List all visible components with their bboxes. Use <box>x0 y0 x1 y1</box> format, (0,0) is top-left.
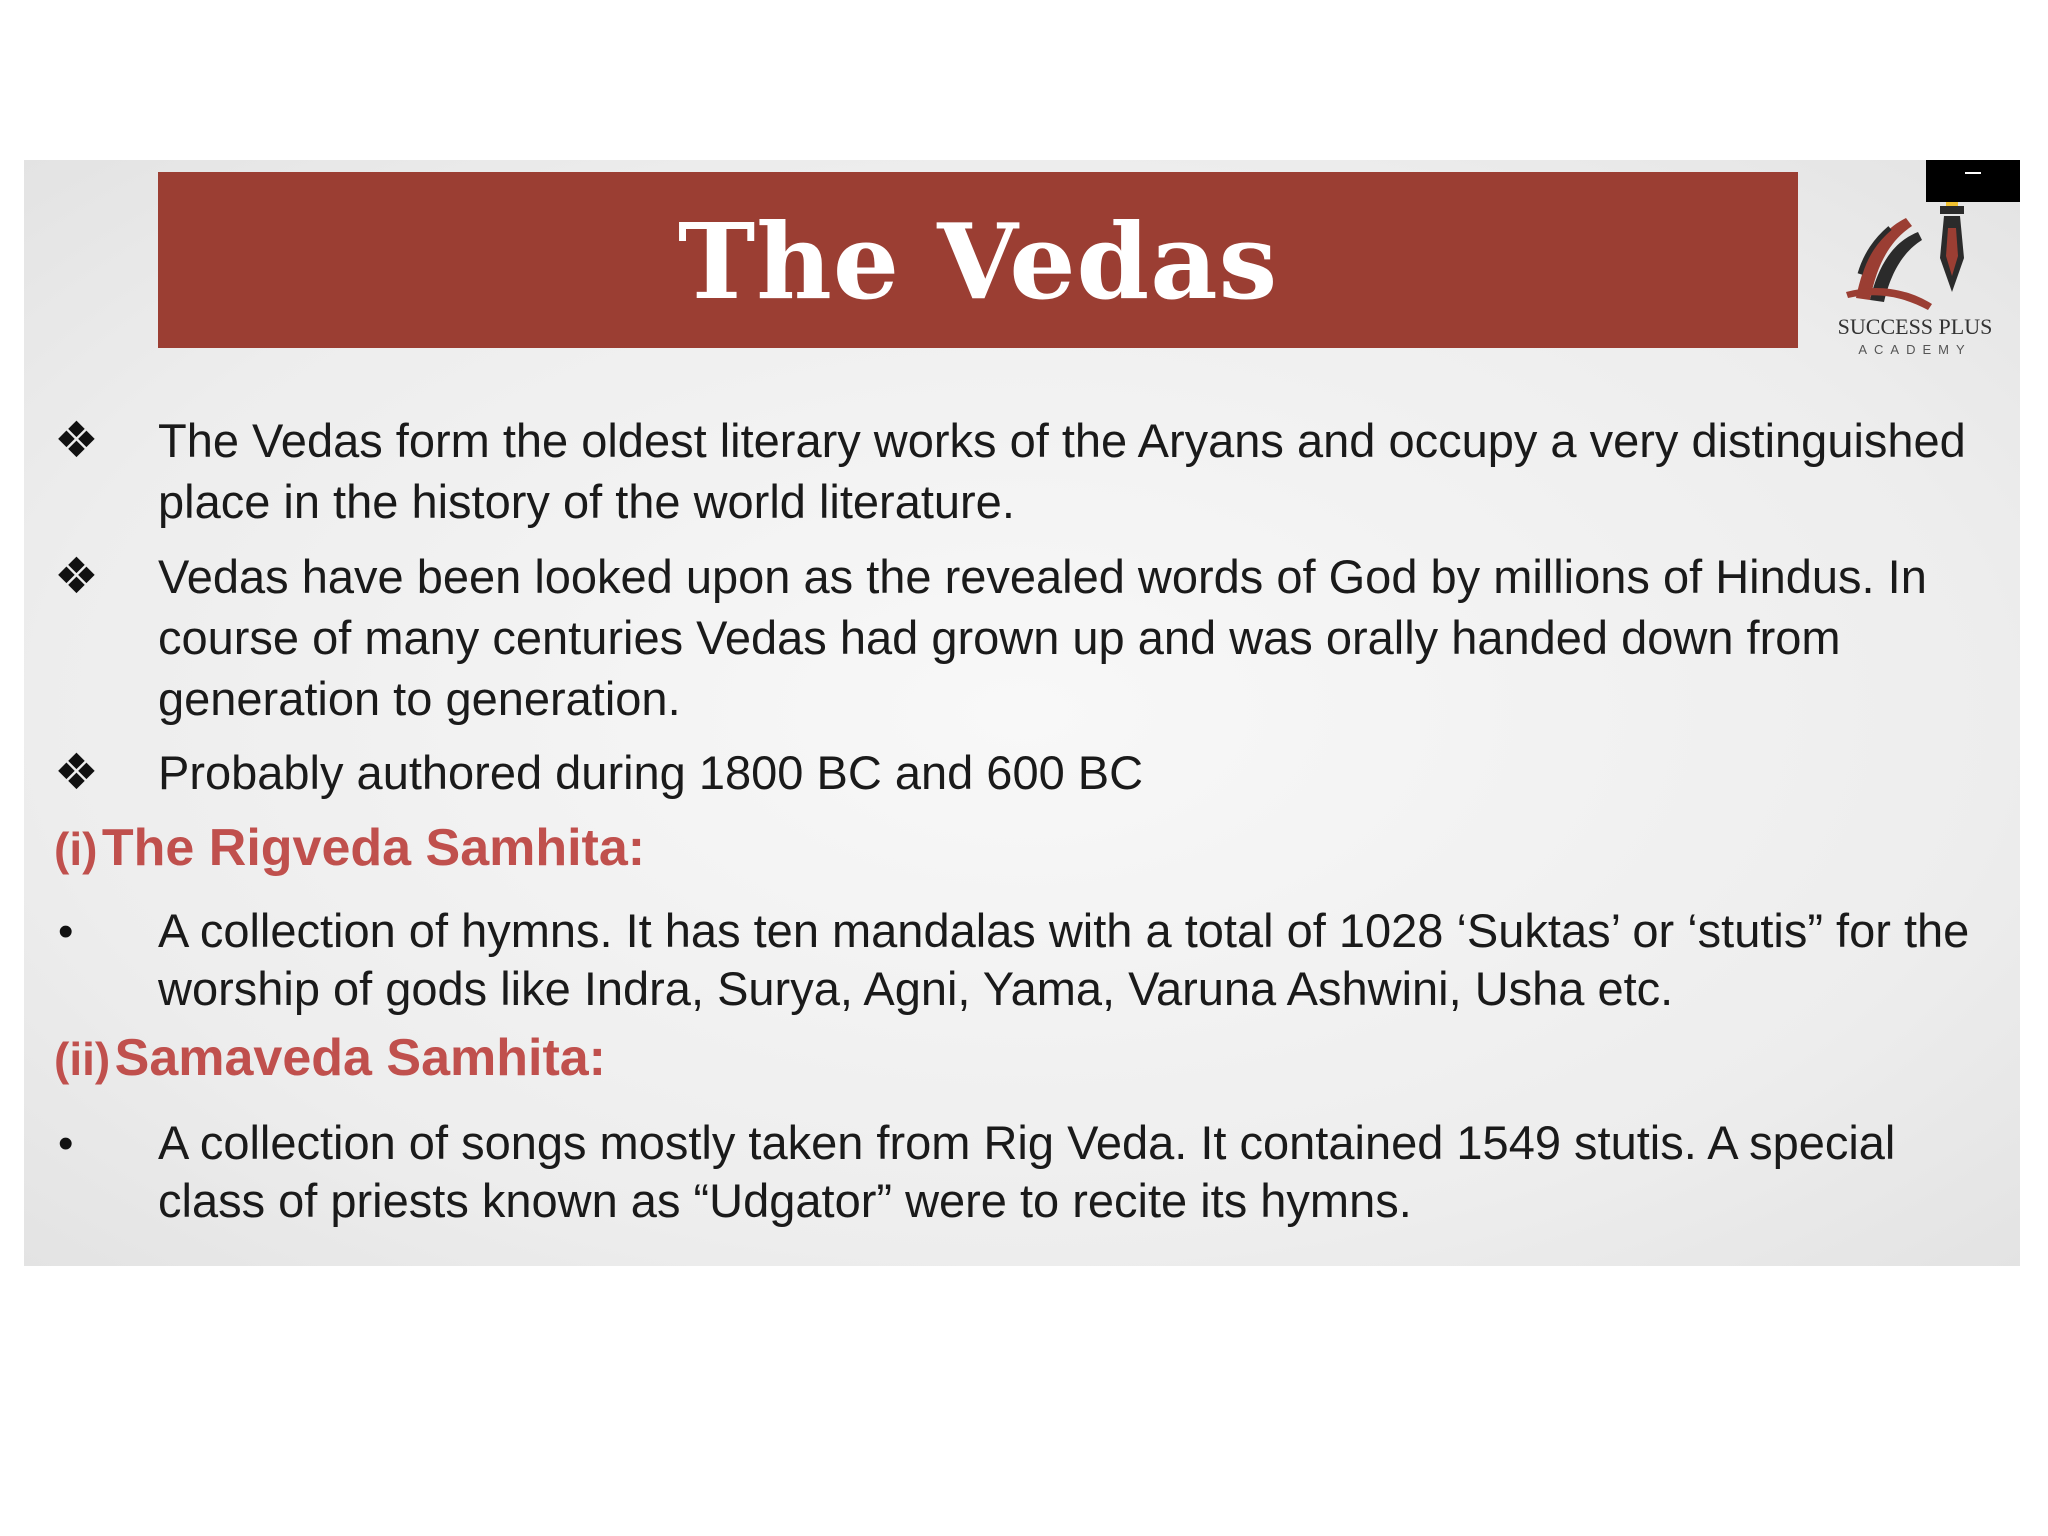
minimize-icon <box>1965 172 1981 174</box>
section-title: Samaveda Samhita: <box>114 1029 606 1087</box>
minimize-button[interactable] <box>1926 160 2020 202</box>
logo-name: SUCCESS PLUS <box>1837 314 1993 339</box>
section-bullet-text: A collection of hymns. It has ten mandalas with a total of 1028 ‘Suktas’ or ‘stutis” for the worship of gods like Indra, Surya, Agni, Yama, Varuna Ashwini, Usha etc. <box>158 904 1970 1015</box>
section-bullet-text: A collection of songs mostly taken from Rig Veda. It contained 1549 stutis. A special class of priests known as “Udgator” were to recite its hymns. <box>158 1116 1896 1227</box>
academy-logo <box>1820 188 2010 358</box>
title-banner <box>158 172 1798 348</box>
bullet-dot-icon: • <box>58 907 74 956</box>
section-heading-samaveda <box>54 1028 606 1088</box>
book-pen-logo-icon <box>1836 188 1994 312</box>
bullet-diamond-icon: ❖ <box>54 412 99 468</box>
bullet-text: Probably authored during 1800 BC and 600 BC <box>158 746 1144 799</box>
bullet-text: Vedas have been looked upon as the revealed words of God by millions of Hindus. In course of many centuries Vedas had grown up and was orally handed down from generation to generation. <box>158 550 1927 725</box>
section-title: The Rigveda Samhita: <box>101 819 646 877</box>
section-heading-rigveda <box>54 818 645 878</box>
bullet-text: The Vedas form the oldest literary works of the Aryans and occupy a very distinguished place in the history of the world literature. <box>158 414 1966 528</box>
slide <box>24 160 2020 1266</box>
slide-title: The Vedas <box>677 200 1279 323</box>
bullet-dot-icon: • <box>58 1119 74 1168</box>
logo-subtitle: ACADEMY <box>1858 342 1972 357</box>
section-number: (i) <box>54 823 98 875</box>
bullet-diamond-icon: ❖ <box>54 548 99 604</box>
section-number: (ii) <box>54 1033 111 1085</box>
bullet-diamond-icon: ❖ <box>54 744 99 800</box>
